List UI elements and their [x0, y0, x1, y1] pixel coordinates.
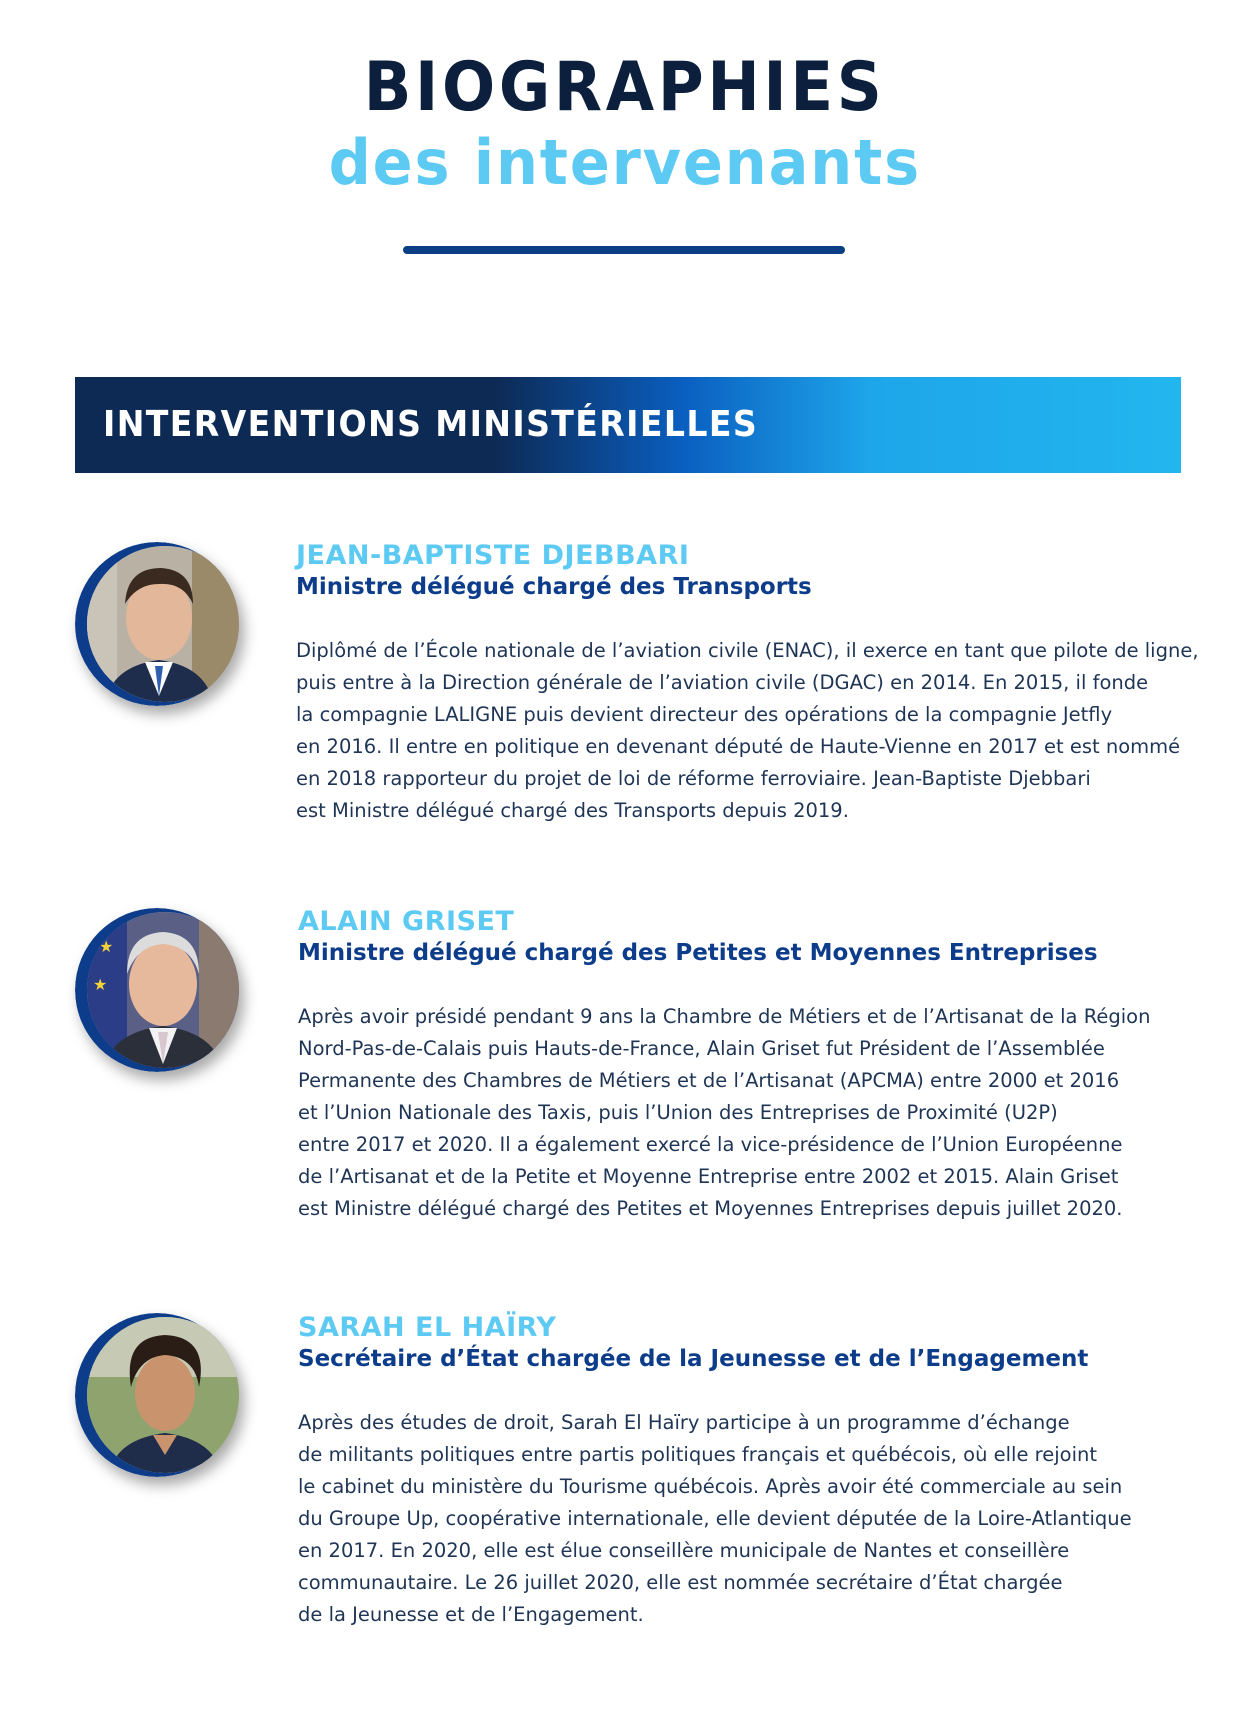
bio-line: puis entre à la Direction générale de l’aviation civile (DGAC) en 2014. En 2015, il fonde — [296, 671, 1149, 694]
speaker-role: Ministre délégué chargé des Transports — [296, 574, 812, 600]
speaker-role: Ministre délégué chargé des Petites et Moyennes Entreprises — [298, 940, 1098, 966]
speaker-role: Secrétaire d’État chargée de la Jeunesse et de l’Engagement — [298, 1346, 1089, 1372]
speaker-name: SARAH EL HAÏRY — [298, 1312, 557, 1343]
page-subtitle: des intervenants — [328, 126, 922, 199]
speaker-photo — [75, 542, 239, 706]
speaker-bio — [298, 1407, 1132, 1631]
bio-line: Permanente des Chambres de Métiers et de l’Artisanat (APCMA) entre 2000 et 2016 — [298, 1069, 1120, 1092]
speaker-name: ALAIN GRISET — [298, 906, 515, 937]
bio-line: est Ministre délégué chargé des Petites et Moyennes Entreprises depuis juillet 2020. — [298, 1197, 1123, 1220]
bio-line: de l’Artisanat et de la Petite et Moyenne Entreprise entre 2002 et 2015. Alain Griset — [298, 1165, 1119, 1188]
bio-line: Diplômé de l’École nationale de l’aviation civile (ENAC), il exerce en tant que pilote de ligne, — [296, 639, 1199, 662]
section-header-band — [75, 377, 1181, 473]
portrait-photo-icon — [87, 546, 239, 702]
speaker-bio — [298, 1001, 1150, 1225]
bio-line: le cabinet du ministère du Tourisme québécois. Après avoir été commerciale au sein — [298, 1475, 1123, 1498]
bio-line: en 2016. Il entre en politique en devenant député de Haute-Vienne en 2017 et est nommé — [296, 735, 1181, 758]
bio-line: en 2017. En 2020, elle est élue conseillère municipale de Nantes et conseillère — [298, 1539, 1070, 1562]
bio-line: entre 2017 et 2020. Il a également exercé la vice-présidence de l’Union Européenne — [298, 1133, 1123, 1156]
bio-line: du Groupe Up, coopérative internationale, elle devient députée de la Loire-Atlantique — [298, 1507, 1132, 1530]
bio-line: de la Jeunesse et de l’Engagement. — [298, 1603, 644, 1626]
section-title: INTERVENTIONS MINISTÉRIELLES — [103, 404, 759, 445]
bio-line: en 2018 rapporteur du projet de loi de réforme ferroviaire. Jean-Baptiste Djebbari — [296, 767, 1091, 790]
bio-line: et l’Union Nationale des Taxis, puis l’Union des Entreprises de Proximité (U2P) — [298, 1101, 1058, 1124]
svg-text:★: ★ — [93, 975, 108, 994]
page-title: BIOGRAPHIES — [364, 48, 886, 127]
bio-line: Après des études de droit, Sarah El Haïry participe à un programme d’échange — [298, 1411, 1070, 1434]
page-title-block — [0, 48, 1250, 198]
portrait-photo-icon — [87, 912, 239, 1068]
speaker-name: JEAN-BAPTISTE DJEBBARI — [296, 540, 690, 571]
portrait-photo-icon — [87, 1317, 239, 1473]
bio-line: est Ministre délégué chargé des Transports depuis 2019. — [296, 799, 849, 822]
svg-text:★: ★ — [99, 937, 114, 956]
title-divider — [403, 246, 845, 254]
bio-line: Après avoir présidé pendant 9 ans la Chambre de Métiers et de l’Artisanat de la Région — [298, 1005, 1151, 1028]
bio-line: de militants politiques entre partis politiques français et québécois, où elle rejoint — [298, 1443, 1098, 1466]
speaker-photo — [75, 1313, 239, 1477]
bio-line: la compagnie LALIGNE puis devient directeur des opérations de la compagnie Jetfly — [296, 703, 1113, 726]
speaker-bio — [296, 635, 1199, 827]
bio-line: Nord-Pas-de-Calais puis Hauts-de-France, Alain Griset fut Président de l’Assemblée — [298, 1037, 1105, 1060]
speaker-photo — [75, 908, 239, 1072]
bio-line: communautaire. Le 26 juillet 2020, elle est nommée secrétaire d’État chargée — [298, 1571, 1063, 1594]
